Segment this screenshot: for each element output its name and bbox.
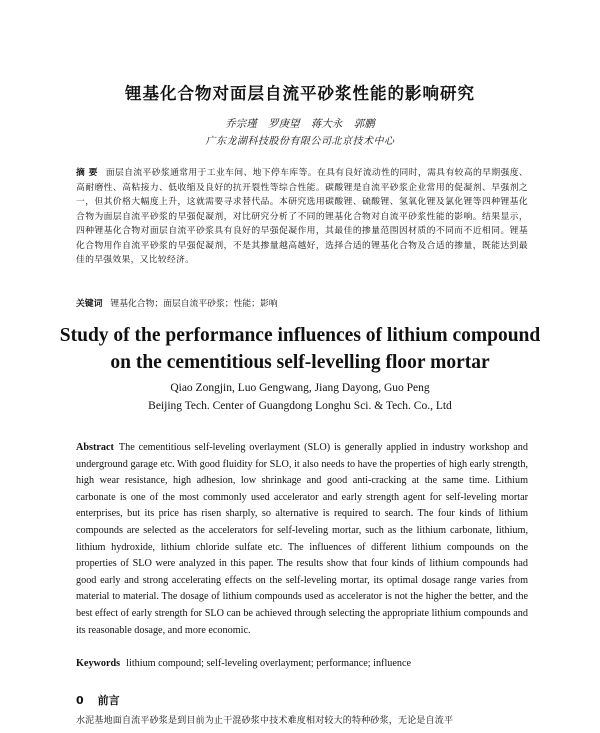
english-keywords bbox=[76, 658, 528, 669]
english-abstract bbox=[76, 440, 528, 639]
english-keywords-text: lithium compound; self-leveling overlayment; performance; influence bbox=[126, 658, 412, 669]
english-title-line-2: on the cementitious self-levelling floor mortar bbox=[110, 352, 490, 373]
body-text-first-line: 水泥基地面自流平砂浆是到目前为止干混砂浆中技术难度相对较大的特种砂浆，无论是自流平 bbox=[76, 716, 454, 726]
chinese-keywords bbox=[76, 296, 528, 309]
english-abstract-label: Abstract bbox=[76, 442, 114, 453]
chinese-abstract-label: 摘 要 bbox=[76, 168, 98, 178]
chinese-keywords-label: 关键词 bbox=[76, 299, 103, 309]
english-abstract-text: The cementitious self-leveling overlayment (SLO) is generally applied in industry workshop and underground garage etc. With good fluidity for SLO, it also needs to have the properties of high early strength, high wear resistance, high adhesion, low shrinkage and good anti-cracking at the same time. Lithium carbonate is one of the most commonly used accelerator and early strength agent for self-leveling mortar enterprises, but its price has risen sharply, so alternative is required to search. The four kinds of lithium compounds are selected as the accelerators for self-leveling mortar, such as the lithium carbonate, lithium, lithium hydroxide, lithium chloride sulfate etc. The influences of different lithium compounds on the properties of SLO were analyzed in this paper. The results show that four kinds of lithium compounds had good early and strong accelerating effects on the self-leveling mortar, its optimal dosage range varies from material to material. The dosage of lithium compounds used as accelerator is not the higher the better, and the best effect of early strength for SLO can be achieved through selecting the appropriate lithium compounds and its reasonable dosage, and more economic. bbox=[76, 442, 528, 636]
chinese-keywords-text: 锂基化合物；面层自流平砂浆；性能；影响 bbox=[110, 299, 278, 309]
english-keywords-label: Keywords bbox=[76, 658, 121, 669]
section-title: 前言 bbox=[97, 694, 120, 707]
chinese-abstract bbox=[76, 166, 528, 268]
chinese-authors: 乔宗瑾 罗庚望 蒋大永 郭鹏 bbox=[225, 118, 375, 130]
english-title-line-1: Study of the performance influences of lithium compound bbox=[59, 325, 541, 346]
english-authors: Qiao Zongjin, Luo Gengwang, Jiang Dayong, Guo Peng bbox=[170, 382, 430, 394]
english-affiliation: Beijing Tech. Center of Guangdong Longhu Sci. & Tech. Co., Ltd bbox=[148, 400, 452, 412]
chinese-abstract-text: 面层自流平砂浆通常用于工业车间、地下停车库等。在具有良好流动性的同时，需具有较高的早期强度、高耐磨性、高粘接力、低收缩及良好的抗开裂性等综合性能。碳酸锂是自流平砂浆企业常用的促凝剂、早强剂之一，但其价格大幅度上升，这就需要寻求替代品。本研究选用碳酸锂、硫酸锂、氢氧化锂及氯化锂等四种锂基化合物为面层自流平砂浆的早强促凝剂，对比研究分析了不同的锂基化合物对自流平砂浆性能的影响。结果显示，四种锂基化合物对面层自流平砂浆具有良好的早强促凝作用，其最佳的掺量范围因材质的不同而不近相同。锂基化合物用作自流平砂浆的早强促凝剂，不是其掺量越高越好，选择合适的锂基化合物及合适的掺量，既能达到最佳的早强效果，又比较经济。 bbox=[76, 168, 528, 265]
chinese-affiliation: 广东龙湖科技股份有限公司北京技术中心 bbox=[205, 136, 395, 147]
chinese-title: 锂基化合物对面层自流平砂浆性能的影响研究 bbox=[125, 84, 475, 103]
section-heading bbox=[76, 692, 120, 708]
english-title bbox=[0, 322, 600, 376]
section-number: 0 bbox=[76, 694, 84, 707]
